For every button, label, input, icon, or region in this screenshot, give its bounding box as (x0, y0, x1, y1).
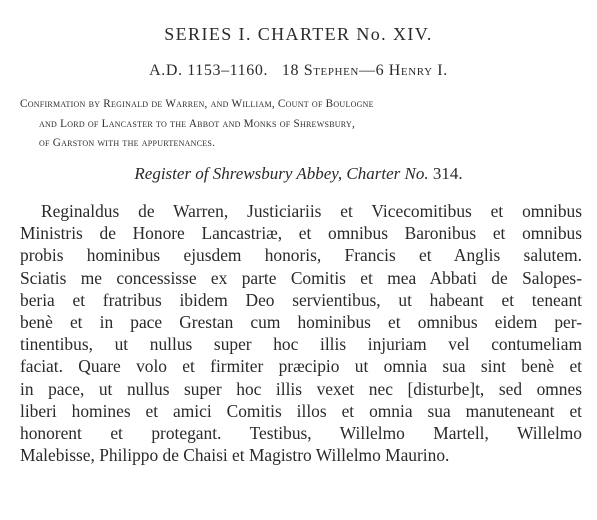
regnal-year-two: 6 (375, 62, 389, 79)
text-line: honorent et protegant. Testibus, Willelmo Martell, Willelmo (20, 423, 582, 444)
text-line: liberi homines et amici Comitis illos et omnia sua manuteneant et (20, 400, 582, 421)
king-name-two: Henry (388, 62, 433, 79)
text-line: tinentibus, ut nullus super hoc illis injuriam vel contumeliam (20, 334, 582, 355)
text-line: Malebisse, Philippo de Chaisi et Magistro Willelmo Maurino. (20, 445, 450, 466)
text-line: Ministris de Honore Lancastriæ, et omnibus Baronibus et omnibus (20, 223, 582, 244)
register-citation (0, 164, 597, 184)
summary-line: of Garston with the appurtenances. (39, 137, 216, 149)
text-line: beria et fratribus ibidem Deo servientibus, ut habeant et teneant (20, 289, 582, 310)
text-line: probis hominibus ejusdem honoris, Francis et Anglis salutem. (20, 245, 582, 266)
text-line: in pace, ut nullus super hoc illis vexet nec [disturbe]t, sed omnes (20, 378, 582, 399)
confirmation-summary (20, 95, 590, 154)
series-charter-heading: SERIES I. CHARTER No. XIV. (164, 24, 433, 44)
date-reign-heading (0, 62, 597, 80)
king-two-numeral: I. (432, 62, 448, 79)
text-line: benè et in pace Grestan cum hominibus et omnibus eidem per- (20, 312, 582, 333)
summary-line: and Lord of Lancaster to the Abbot and Monks of Shrewsbury, (39, 117, 356, 130)
date-range: A.D. 1153–1160. (149, 62, 269, 79)
king-name-one: Stephen (303, 62, 359, 79)
register-title: Register of Shrewsbury Abbey, Charter No. (134, 164, 429, 183)
text-line: Sciatis me concessisse ex parte Comitis et mea Abbati de Salopes- (20, 267, 582, 288)
regnal-year-one: 18 (281, 62, 304, 79)
reign-dash: — (358, 62, 376, 79)
charter-text (20, 200, 582, 466)
text-line: faciat. Quare volo et firmiter præcipio ut omnia sua sint benè et (20, 356, 582, 377)
summary-line: Confirmation by Reginald de Warren, and William, Count of Boulogne (20, 98, 374, 110)
register-number: 314. (432, 164, 463, 183)
text-line: Reginaldus de Warren, Justiciariis et Vicecomitibus et omnibus (41, 201, 582, 221)
